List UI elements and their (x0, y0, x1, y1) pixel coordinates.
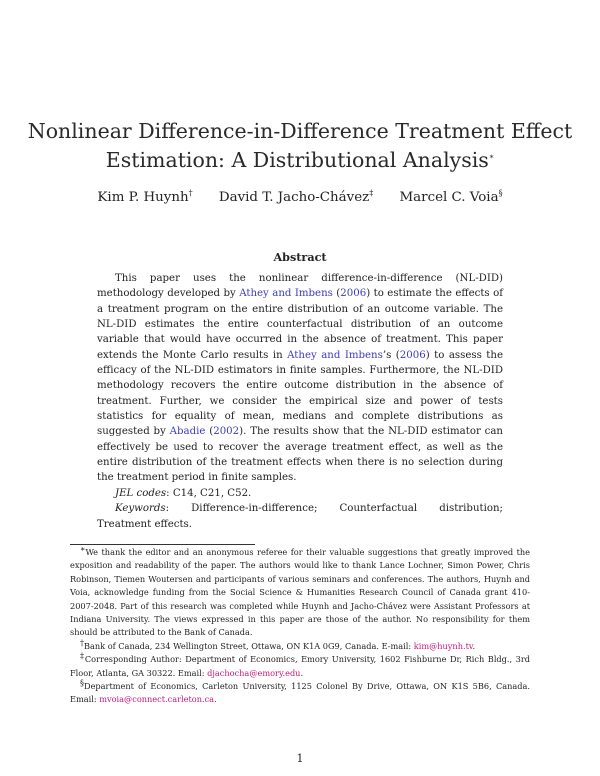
paper-title (0, 117, 600, 175)
author-list (0, 190, 600, 205)
author-1: Kim P. Huynh† (97, 188, 193, 205)
abstract-heading: Abstract (273, 250, 327, 264)
title-footnote-mark: ∗ (488, 152, 495, 162)
page-number: 1 (296, 752, 304, 765)
citation-year-link[interactable]: 2002 (213, 426, 240, 438)
citation-link[interactable]: Athey and Imbens (239, 288, 333, 300)
jel-codes: JEL codes: C14, C21, C52. (115, 487, 252, 499)
email-link[interactable]: kim@huynh.tv (413, 640, 473, 651)
citation-year-link[interactable]: 2006 (399, 349, 426, 361)
footnote-author-1: †Bank of Canada, 234 Wellington Street, Ottawa, ON K1A 0G9, Canada. E-mail: kim@huynh.tv. (80, 638, 476, 651)
abstract-body (97, 271, 503, 532)
footnote-acknowledgement: ∗We thank the editor and an anonymous referee for their valuable suggestions that greatly improved the exposition and readability of the paper. The authors would like to thank Lance Lochner, Simon Power, Chris Robinson, Tiemen Woutersen and participants of various seminars and conferences. The authors, Huynh and Voia, acknowledge funding from the Social Science & Humanities Research Council of Canada grant 410-2007-2048. Part of this research was completed while Huynh and Jacho-Chávez were Assistant Professors at Indiana University. The views expressed in this paper are those of the author. No responsibility for them should be attributed to the Bank of Canada. (70, 544, 530, 638)
citation-link[interactable]: Abadie (169, 426, 206, 438)
title-line-2: Estimation: A Distributional Analysis (105, 148, 489, 172)
footnote-rule (70, 544, 255, 545)
email-link[interactable]: mvoia@connect.carleton.ca (99, 694, 215, 705)
footnotes (70, 546, 530, 707)
keywords: Keywords: Difference-in-difference; Counterfactual distribution; Treatment effects. (97, 503, 503, 530)
title-line-1: Nonlinear Difference-in-Difference Treatment Effect (27, 119, 573, 143)
author-2: David T. Jacho-Chávez‡ (218, 188, 374, 205)
citation-year-link[interactable]: 2006 (340, 288, 367, 300)
citation-link[interactable]: Athey and Imbens (287, 349, 383, 361)
email-link[interactable]: djachocha@emory.edu (207, 667, 301, 678)
footnote-author-3: §Department of Economics, Carleton University, 1125 Colonel By Drive, Ottawa, ON K1S 5B6, Canada. Email: mvoia@connect.carleton.ca. (70, 678, 530, 705)
footnote-author-2: ‡Corresponding Author: Department of Economics, Emory University, 1602 Fishburne Dr, Rich Bldg., 3rd Floor, Atlanta, GA 30322. Email: djachocha@emory.edu. (70, 651, 531, 678)
author-3: Marcel C. Voia§ (399, 188, 503, 205)
abstract-paragraph: This paper uses the nonlinear difference-in-difference (NL-DID) methodology developed by Athey and Imbens (2006) to estimate the effects of a treatment program on the entire distribution of an outcome variable. The NL-DID estimates the entire counterfactual distribution of an outcome variable that would have occurred in the absence of treatment. This paper extends the Monte Carlo results in Athey and Imbens’s (2006) to assess the efficacy of the NL-DID estimators in finite samples. Furthermore, the NL-DID methodology recovers the entire outcome distribution in the absence of treatment. Further, we consider the empirical size and power of tests statistics for equality of mean, medians and complete distributions as suggested by Abadie (2002). The results show that the NL-DID estimator can effectively be used to recover the average treatment effect, as well as the entire distribution of the treatment effects when there is no selection during the treatment period in finite samples. (97, 273, 503, 484)
